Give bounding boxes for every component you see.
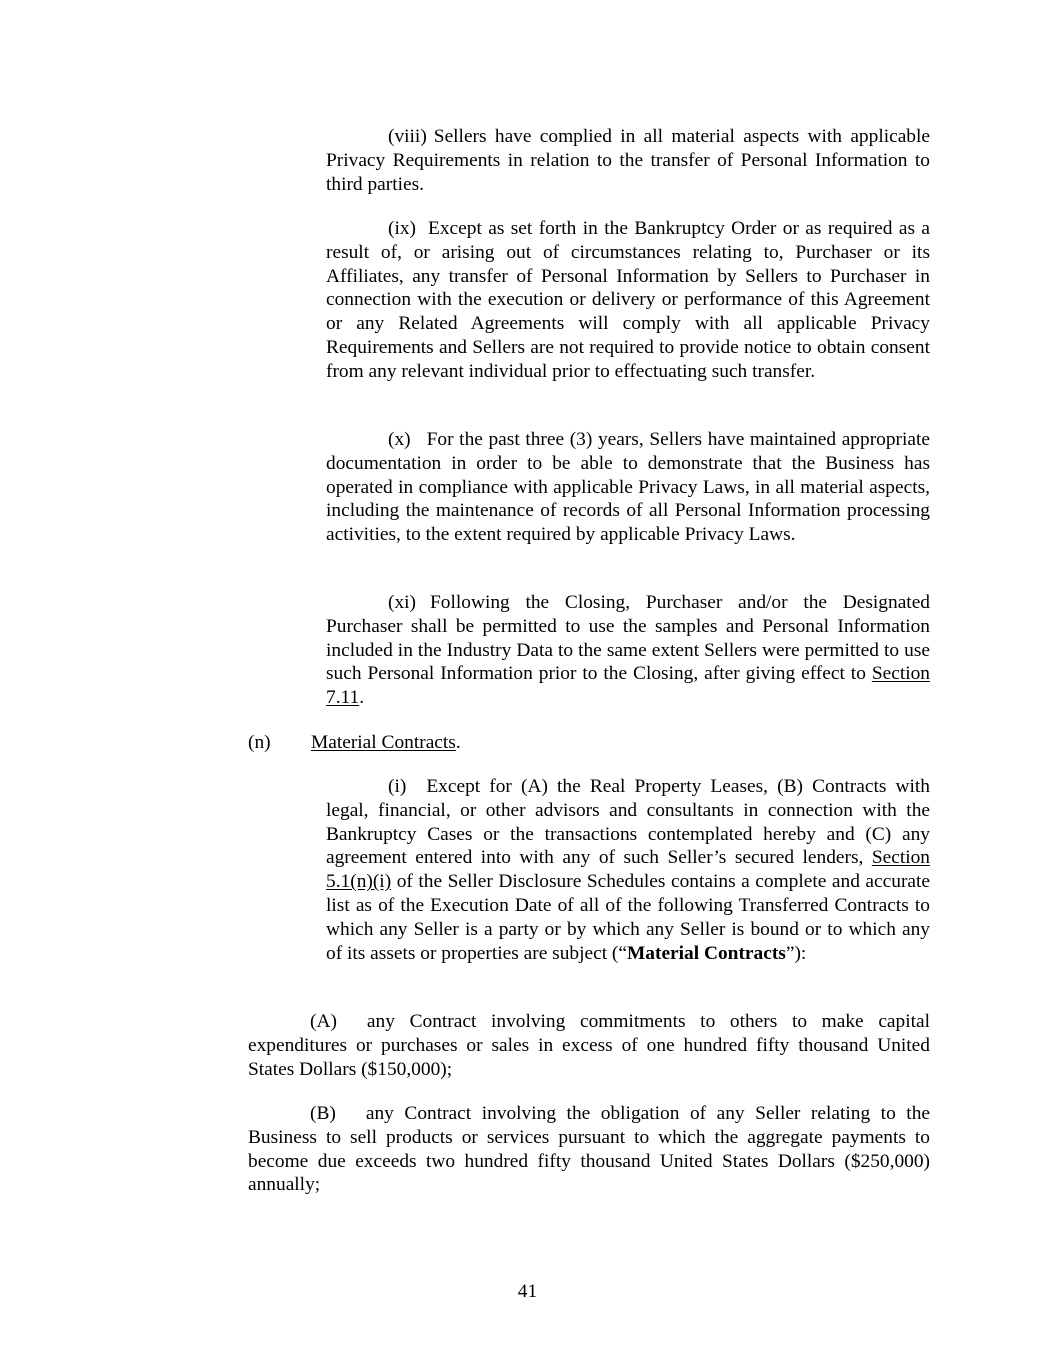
section-n-heading [248,731,461,755]
paragraph-text-middle: of the Seller Disclosure Schedules contains a complete and accurate list as of the Execution Date of all of the following Transferred Contracts to which any Seller is a party or by which any Seller is bound or to which any of its assets or properties are subject (“ [326,871,930,964]
paragraph-text: For the past three (3) years, Sellers have maintained appropriate documentation in order to be able to demonstrate that the Business has operated in compliance with applicable Privacy Laws, in all material aspects, including the maintenance of records of all Personal Information processing activities, to the extent required by applicable Privacy Laws. [326,429,930,546]
paragraph-x [326,428,930,547]
item-marker: (A) [310,1011,337,1032]
paragraph-marker: (ix) [388,218,416,239]
paragraph-viii [326,125,930,196]
section-title-suffix: . [455,732,461,753]
paragraph-text-end: ”): [785,942,807,964]
paragraph-text-end: . [359,687,365,709]
paragraph-text: Except as set forth in the Bankruptcy Order or as required as a result of, or arising out of circumstances relating to, Purchaser or its Affiliates, any transfer of Personal Information by Sellers to Purchaser in connection with the execution or delivery or performance of this Agreement or any Related Agreements will comply with all applicable Privacy Requirements and Sellers are not required to provide notice to obtain consent from any relevant individual prior to effectuating such transfer. [326,218,930,382]
page-number: 41 [517,1281,538,1302]
defined-term: Material Contracts [627,942,786,964]
item-a [248,1010,930,1081]
paragraph-marker: (i) [388,776,407,797]
item-b [248,1102,930,1197]
paragraph-marker: (x) [388,429,411,450]
item-text: any Contract involving commitments to others to make capital expenditures or purchases or sales in excess of one hundred fifty thousand United States Dollars ($150,000); [248,1011,930,1080]
paragraph-i [326,775,930,965]
paragraph-text: Except for (A) the Real Property Leases, (B) Contracts with legal, financial, or other advisors and consultants in connection with the Bankruptcy Cases or the transactions contemplated hereby and (C) any agreement entered into with any of such Seller’s secured lenders, [326,776,930,869]
item-marker: (B) [310,1103,336,1124]
section-title: Material Contracts [311,732,456,753]
paragraph-marker: (xi) [388,592,416,613]
paragraph-xi [326,591,930,710]
section-reference-link[interactable]: Section 5.1(n)(i) [326,847,930,893]
section-reference-link[interactable]: Section 7.11 [326,663,930,709]
paragraph-text: Following the Closing, Purchaser and/or the Designated Purchaser shall be permitted to use the samples and Personal Information included in the Industry Data to the same extent Sellers were permitted to use such Personal Information prior to the Closing, after giving effect to [326,592,930,685]
paragraph-marker: (viii) [388,126,427,147]
paragraph-ix [326,217,930,384]
item-text: any Contract involving the obligation of any Seller relating to the Business to sell products or services pursuant to which the aggregate payments to become due exceeds two hundred fifty thousand United States Dollars ($250,000) annually; [248,1103,930,1196]
paragraph-text: Sellers have complied in all material aspects with applicable Privacy Requirements in relation to the transfer of Personal Information to third parties. [326,126,930,195]
section-marker: (n) [248,732,271,753]
